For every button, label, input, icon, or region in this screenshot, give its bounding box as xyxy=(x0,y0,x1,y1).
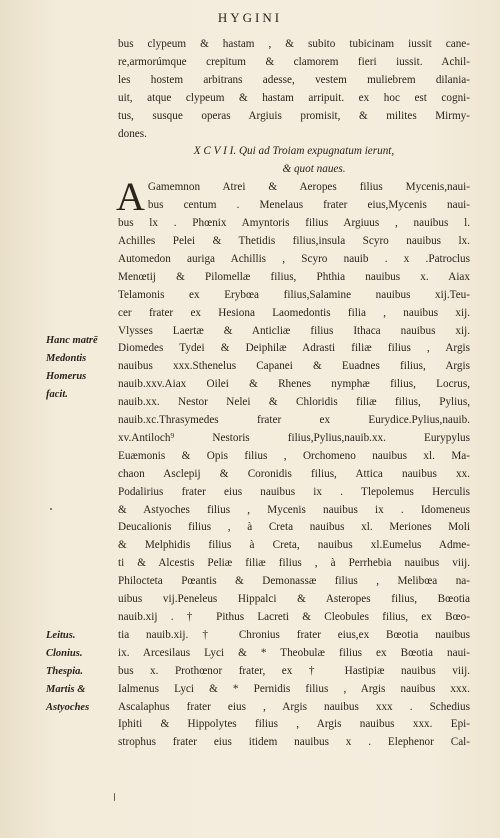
paragraph-2-opening xyxy=(116,174,470,220)
margin-note-line: Medontis xyxy=(46,352,87,364)
text-line: chaon Asclepij & Coronidis filius, Attica nauibus xx. xyxy=(118,467,470,480)
margin-note-line: Leitus. xyxy=(46,630,76,641)
text-line: cer frater ex Hesiona Laomedontis filia , nauibus xij. xyxy=(118,306,470,319)
text-line: nauib.xc.Thrasymedes frater ex Eurydice.Pylius,nauib. xyxy=(118,414,470,427)
text-line: Ialmenus Lyci & * Pernidis filius , Argis nauibus xxx. xyxy=(118,682,470,695)
text-line: Menœtij & Pilomellæ filius, Phthia nauibus x. Aiax xyxy=(118,270,470,283)
text-line: & Melphidis filius à Creta, nauibus xl.Eumelus Adme- xyxy=(118,539,470,552)
text-line: ti & Alcestis Peliæ filiæ filius , à Perrhebia nauibus viij. xyxy=(118,557,470,570)
margin-note-line: Thespia. xyxy=(46,666,84,677)
text-line: Telamonis ex Erybœa filius,Salamine nauibus xij.Teu- xyxy=(118,288,470,301)
margin-note-line: Homerus xyxy=(46,370,87,382)
text-line: nauib.xx. Nestor Nelei & Chloridis filiæ filius, Pylius, xyxy=(118,396,470,409)
main-text-column xyxy=(118,36,470,752)
text-line: bus x. Prothœnor frater, ex † Hastipiæ nauibus viij. xyxy=(118,664,470,677)
text-line: & Astyoches filius , Mycenis nauibus ix . Idomeneus xyxy=(118,503,470,516)
drop-cap: A xyxy=(116,174,145,220)
text-line: re,armorúmque crepitum & clamorem fieri iussit. Achil- xyxy=(118,55,470,68)
text-line: bus lx . Phœnix Amyntoris filius Argiuus , nauibus l. xyxy=(118,217,470,230)
text-line: Philoctetа Pœantis & Demonassæ filius , Melibœa na- xyxy=(118,575,470,588)
chapter-heading-line2: & quot naues. xyxy=(282,163,346,176)
text-line: Gamemnon Atrei & Aeropes filius Mycenis,naui- xyxy=(147,181,470,194)
margin-note-line: Hanc matrē xyxy=(46,335,98,346)
text-line: Ascalaphus frater eius , Argis nauibus xxx . Schedius xyxy=(118,700,470,713)
margin-note-line: facit. xyxy=(46,388,68,400)
text-line: Euæmonis & Opis filius , Orchomeno nauibus xl. Ma- xyxy=(118,449,470,462)
text-line: ix. Arcesilaus Lyci & * Theobulæ filius ex Bœotia naui- xyxy=(118,646,470,659)
margin-note-line: Martis & xyxy=(46,684,86,695)
text-line: bus centum . Menelaus frater eius,Mycenis naui- xyxy=(147,199,470,212)
margin-note-martis xyxy=(46,681,118,717)
text-line: bus clypeum & hastam , & subito tubicinam iussit cane- xyxy=(118,38,470,50)
ink-speck xyxy=(50,508,52,510)
text-line: nauib.xij . † Pithus Lacreti & Cleobules filius, ex Bœo- xyxy=(118,611,470,623)
ink-speck xyxy=(114,793,115,801)
margin-note-leitus xyxy=(46,627,118,645)
text-line: Diomedes Tydei & Deiphilæ Adrasti filiæ filius , Argis xyxy=(118,342,470,355)
text-line: Achilles Pelei & Thetidis filius,insula Scyro nauibus lx. xyxy=(118,234,470,247)
text-line: Deucalionis filius , à Creta nauibus xl. Meriones Moli xyxy=(118,521,470,534)
margin-note-line: Astyoches xyxy=(46,701,90,713)
text-line: Podalirius frater eius nauibus ix . Tlepolemus Herculis xyxy=(118,485,470,498)
margin-note-thespia xyxy=(46,663,118,681)
text-line: uit, atque clypeum & hastam arripuit. ex hoc est cogni- xyxy=(118,91,470,104)
text-line: nauib.xxv.Aiax Oilei & Rhenes nymphæ filius, Locrus, xyxy=(118,378,470,391)
margin-note-hanc-matre xyxy=(46,332,118,404)
margin-note-clonius xyxy=(46,645,118,663)
paragraph-2 xyxy=(116,174,470,752)
text-line: Iphiti & Hippolytes filius , Argis nauibus xxx. Epi- xyxy=(118,718,470,731)
chapter-heading: X C V I I. Qui ad Troiam expugnatum ierunt, xyxy=(193,145,395,158)
paragraph-2-body xyxy=(118,215,470,752)
text-line: Vlysses Laertæ & Anticliæ filius Ithaca nauibus xij. xyxy=(118,324,470,337)
running-head: HYGINI xyxy=(217,10,283,25)
paragraph-1 xyxy=(118,36,470,143)
text-line: strophus frater eius itidem nauibus x . Elephenor Cal- xyxy=(118,736,470,749)
text-line: uibus vij.Peneleus Hippalci & Asteropes filius, Bœotia xyxy=(118,593,470,606)
text-line: tus, susque operas Argiuis promisit, & milites Mirmy- xyxy=(118,109,470,122)
text-line: xv.Antiloch⁹ Nestoris filius,Pylius,nauib.xx. Eurypylus xyxy=(118,431,470,444)
text-line: les hostem arbitrans adesse, vestem muliebrem dilania- xyxy=(118,73,470,86)
text-line: dones. xyxy=(118,127,147,140)
text-line: nauibus xxx.Sthenelus Capanei & Euadnes filius, Argis xyxy=(118,360,470,373)
margin-note-line: Clonius. xyxy=(46,648,83,659)
text-line: Automedon auriga Achillis , Scyro nauib . x .Patroclus xyxy=(118,252,470,265)
text-line: tia nauib.xij.† Chronius frater eius,ex Bœotia nauibus xyxy=(118,628,470,641)
